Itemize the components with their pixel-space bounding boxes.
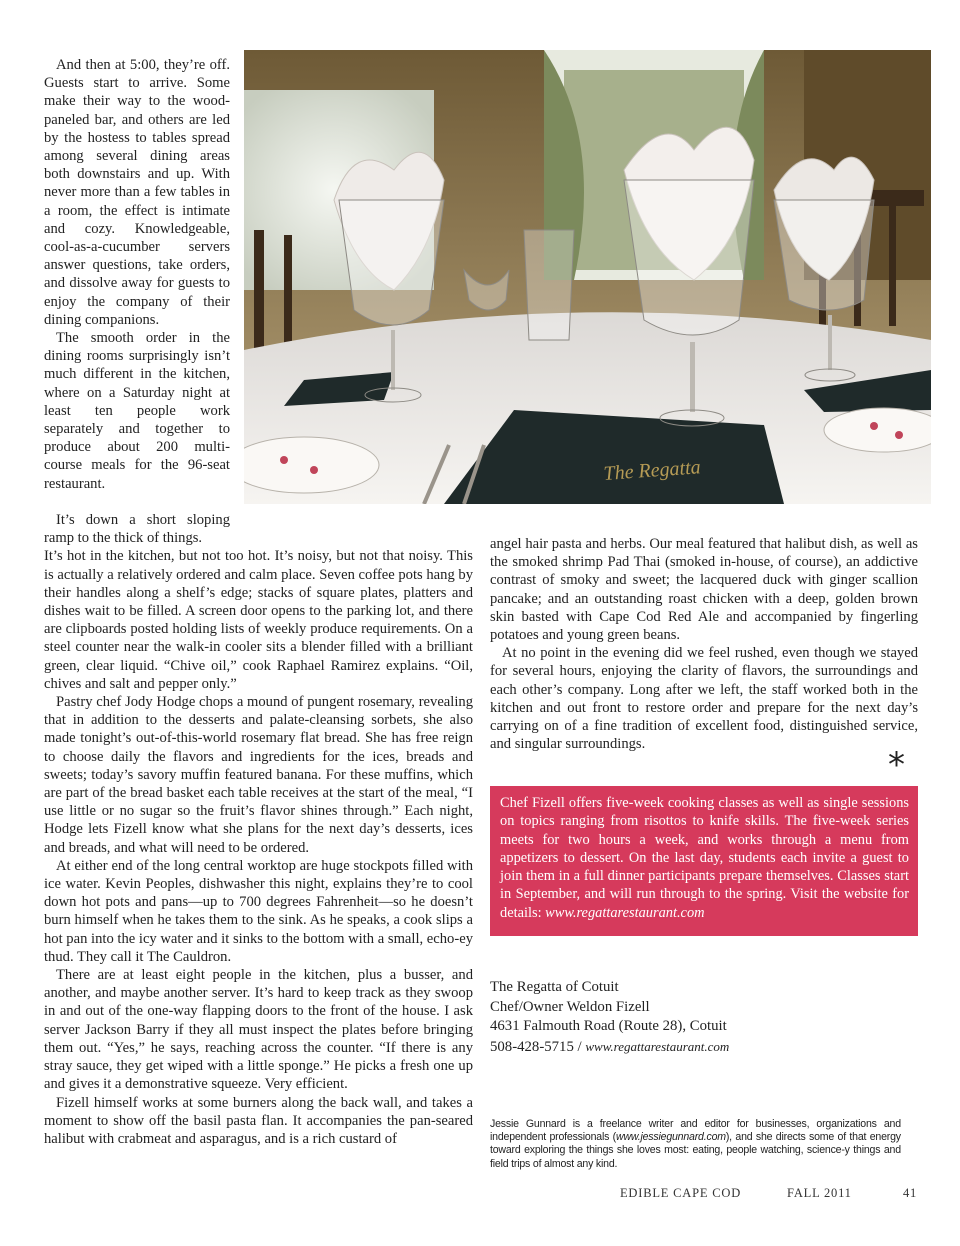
restaurant-address: 4631 Falmouth Road (Route 28), Cotuit xyxy=(490,1018,727,1034)
article-paragraph: It’s down a short sloping ramp to the thick of things. xyxy=(44,512,230,547)
author-website-link[interactable]: www.jessiegunnard.com xyxy=(616,1131,726,1144)
article-column-wide xyxy=(44,511,473,1148)
restaurant-contact xyxy=(490,1037,729,1058)
article-paragraph: angel hair pasta and herbs. Our meal featured that halibut dish, as well as the smoked shrimp Pad Thai (smoked in-house, of course), an addictive contrast of smoky and sweet; the lacquered duck with ginger scallion pancake; and an outstanding roast chicken with a deep, golden brown skin basted with Cape Cod Red Ale and accompanied by fingerling potatoes and young green beans. xyxy=(490,536,918,644)
article-paragraph: The smooth order in the dining rooms surprisingly isn’t much different in the kitchen, where on a Saturday night at least ten people work separately and together to produce about 200 multi-course meals for the 96-seat restaurant. xyxy=(44,330,230,492)
article-column-right xyxy=(490,535,918,753)
dining-table-photo xyxy=(244,50,931,504)
menu-logo-text: The Regatta xyxy=(602,456,702,485)
article-paragraph: It’s hot in the kitchen, but not too hot. It’s noisy, but not that noisy. This is actually a relatively ordered and calm place. Seven coffee pots hang by their handles along a shelf’s edge; stacks of square plates, platters and dishes wait to be filled. A screen door opens to the parking lot, and there are clipboards posted holding lists of weekly produce requirements. On a steel counter near the walk-in cooler sits a blender filled with a brilliant green, clear liquid. “Chive oil,” cook Raphael Ramirez explains. “Oil, chives and salt and pepper only.” xyxy=(44,548,473,692)
article-paragraph: There are at least eight people in the kitchen, plus a busser, and another, and maybe another server. It’s hard to keep track as they swoop in and out of the one-way flapping doors to the front of the house. I ask server Jackson Barry if they all must inspect the plates before bringing them out. “Yes,” he says, reaching across the counter. “If there is any stray sauce, they get wiped with a little sponge.” He picks a fresh one up and gives it a demonstrative squeeze. Very efficient. xyxy=(44,967,473,1093)
end-of-article-mark: * xyxy=(888,745,905,785)
article-column-narrow xyxy=(44,56,230,493)
article-paragraph: Pastry chef Jody Hodge chops a mound of pungent rosemary, revealing that in addition to the desserts and palate-cleansing sorbets, she also made tonight’s out-of-this-world rosemary flat bread. She has free reign to choose daily the flavors and ingredients for the ices, breads and sweets; today’s savory muffin featured banana. For these muffins, which are part of the bread basket each table receives at the start of the meal, “I use little or no sugar so the fruit’s flavor shines through.” Each night, Hodge lets Fizell know what she plans for the next day’s desserts, ices and breads, and what will need to be ordered. xyxy=(44,694,473,856)
article-paragraph: Fizell himself works at some burners along the back wall, and takes a moment to show off the basil pasta flan. It accompanies the pan-seared halibut with crabmeat and asparagus, and is a rich custard of xyxy=(44,1094,473,1147)
restaurant-website-link[interactable]: www.regattarestaurant.com xyxy=(585,1038,730,1054)
cooking-classes-callout xyxy=(490,786,918,936)
footer-magazine-name: EDIBLE CAPE COD xyxy=(620,1186,742,1200)
article-paragraph: At no point in the evening did we feel rushed, even though we stayed for several hours, enjoying the clarity of flavors, the surroundings and each other’s company. Long after we left, the staff worked both in the kitchen and out front to restore order and prepare for the next day’s carrying on of a fine tradition of excellent food, distinguished service, and singular surroundings. xyxy=(490,645,918,753)
table-setting-illustration xyxy=(244,50,931,504)
author-bio-text: Jessie Gunnard is a freelance writer and editor for businesses, organizations and independent professionals ( xyxy=(490,1118,901,1144)
author-bio-text-end: ), and she directs some of that energy toward exploring the things she loves most: eating, people watching, science-y things and field trips of almost any kind. xyxy=(490,1131,901,1170)
callout-text: Chef Fizell offers five-week cooking classes as well as single sessions on topics ranging from risottos to knife skills. The five-week series meets for two hours a week, and works through a menu from appetizers to dessert. On the last day, students each invite a guest to join them in a full dinner participants prepare themselves. Classes start in September, and will run through to the spring. Visit the website for details: xyxy=(500,795,909,921)
restaurant-name: The Regatta of Cotuit xyxy=(490,979,619,995)
restaurant-chef: Chef/Owner Weldon Fizell xyxy=(490,998,650,1015)
restaurant-phone: 508-428-5715 / xyxy=(490,1038,586,1055)
footer-issue: FALL 2011 xyxy=(787,1186,852,1200)
footer-page-number: 41 xyxy=(903,1186,918,1200)
callout-website-link[interactable]: www.regattarestaurant.com xyxy=(545,904,705,921)
author-bio xyxy=(490,1118,901,1171)
restaurant-info xyxy=(490,978,729,1057)
article-paragraph: At either end of the long central worktop are huge stockpots filled with ice water. Kevin Peoples, dishwasher this night, explains they’re to cool down hot pots and pans—up to 700 degrees Fahrenheit—so he doesn’t burn himself when he takes them to the sink. As he speaks, a cook slips a hot pan into the icy water and it sinks to the bottom with a small, echo-ey thud. They call it The Cauldron. xyxy=(44,857,473,965)
article-paragraph: And then at 5:00, they’re off. Guests start to arrive. Some make their way to the wood-paneled bar, and others are led by the hostess to tables spread among several dining areas both downstairs and up. With never more than a few tables in a room, the effect is intimate and cozy. Knowledgeable, cool-as-a-cucumber servers answer questions, take orders, and dissolve away for guests to enjoy the company of their dining companions. xyxy=(44,57,230,328)
